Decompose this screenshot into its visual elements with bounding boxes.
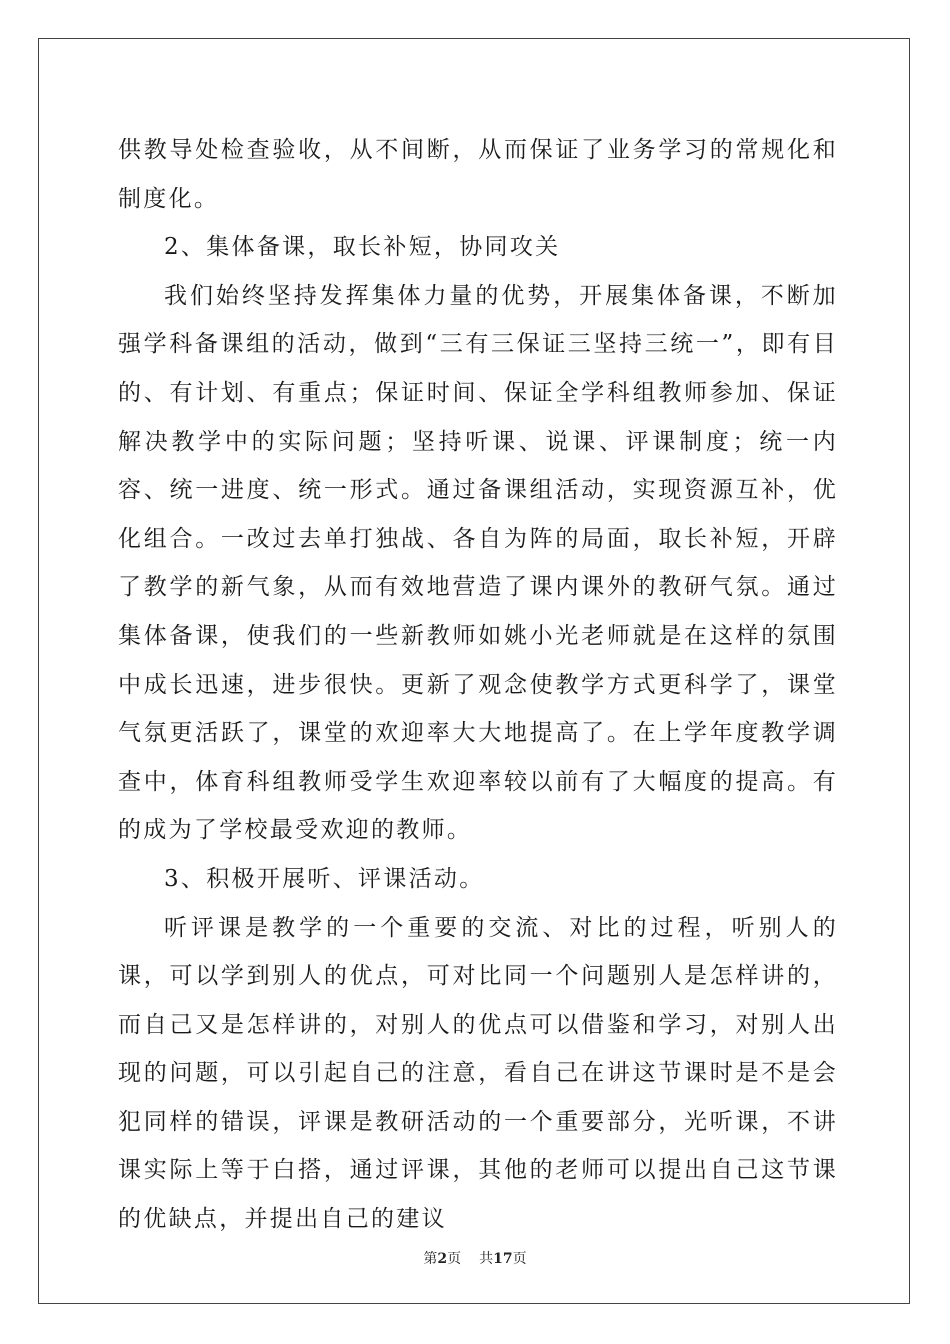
paragraph-1: 供教导处检查验收，从不间断，从而保证了业务学习的常规化和制度化。 bbox=[118, 137, 838, 212]
document-body bbox=[118, 126, 838, 1244]
page-prefix: 第 bbox=[423, 1251, 438, 1267]
page-footer bbox=[0, 1248, 950, 1268]
page-suffix: 页 bbox=[447, 1251, 462, 1267]
paragraph-2-heading: 2、集体备课，取长补短，协同攻关 bbox=[164, 234, 561, 261]
page-number: 2 bbox=[437, 1251, 448, 1267]
paragraph-5: 听评课是教学的一个重要的交流、对比的过程，听别人的课，可以学到别人的优点，可对比同一个问题别人是怎样讲的，而自己又是怎样讲的，对别人的优点可以借鉴和学习，对别人出现的问题，可以引起自己的注意，看自己在讲这节课时是不是会犯同样的错误，评课是教研活动的一个重要部分，光听课，不讲课实际上等于白搭，通过评课，其他的老师可以提出自己这节课的优缺点，并提出自己的建议 bbox=[118, 914, 838, 1233]
total-suffix: 页 bbox=[512, 1251, 527, 1267]
paragraph-4-heading: 3、积极开展听、评课活动。 bbox=[164, 865, 485, 892]
paragraph-3: 我们始终坚持发挥集体力量的优势，开展集体备课，不断加强学科备课组的活动，做到“三有三保证三坚持三统一”，即有目的、有计划、有重点；保证时间、保证全学科组教师参加、保证解决教学中的实际问题；坚持听课、说课、评课制度；统一内容、统一进度、统一形式。通过备课组活动，实现资源互补，优化组合。一改过去单打独战、各自为阵的局面，取长补短，开辟了教学的新气象，从而有效地营造了课内课外的教研气氛。通过集体备课，使我们的一些新教师如姚小光老师就是在这样的氛围中成长迅速，进步很快。更新了观念使教学方式更科学了，课堂气氛更活跃了，课堂的欢迎率大大地提高了。在上学年度教学调查中，体育科组教师受学生欢迎率较以前有了大幅度的提高。有的成为了学校最受欢迎的教师。 bbox=[118, 282, 838, 844]
total-prefix: 共 bbox=[479, 1251, 494, 1267]
total-pages: 17 bbox=[493, 1251, 513, 1267]
